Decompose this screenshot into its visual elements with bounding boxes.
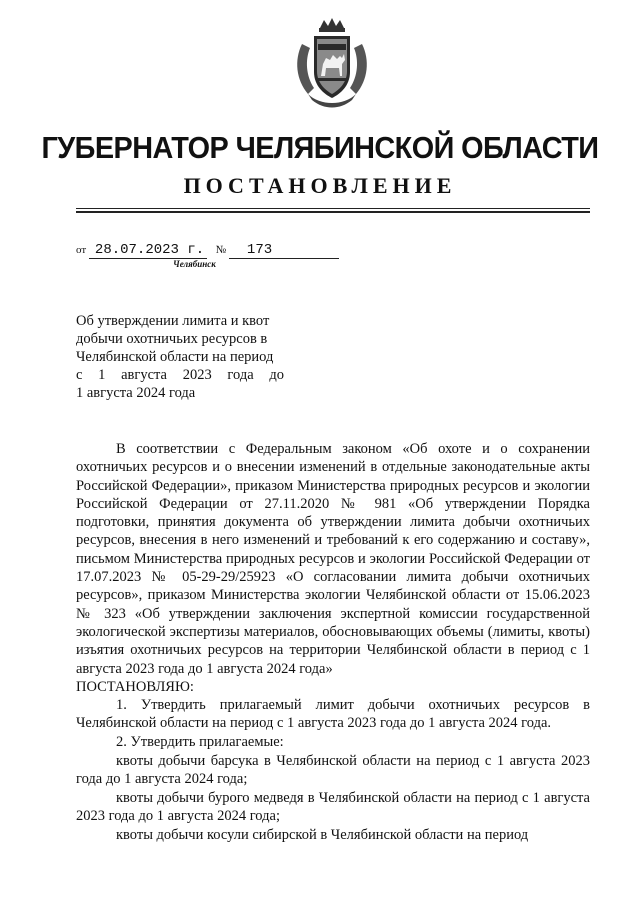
preamble-paragraph: В соответствии с Федеральным законом «Об охоте и о сохранении охотничьих ресурсов и о внесении изменений в отдельные законодательные акты Российской Федерации», приказом Министерства природных ресурсов и экологии Российской Федерации от 27.11.2020 № 981 «Об утверждении Порядка подготовки, принятия документа об утверждении лимита добычи охотничьих ресурсов, внесения в него изменений и требований к его содержанию и составу», письмом Министерства природных ресурсов и экологии Российской Федерации от 17.07.2023 № 05-29-29/25923 «О согласовании лимита добычи охотничьих ресурсов», приказом Министерства экологии Челябинской области от 15.06.2023 № 323 «Об утверждении заключения экспертной комиссии государственной экологической экспертизы материалов, обосновывающих объемы (лимиты, квоты) изъятия охотничьих ресурсов на территории Челябинской области в период с 1 августа 2023 года до 1 августа 2024 года» xyxy=(76,441,590,677)
item-1: 1. Утвердить прилагаемый лимит добычи охотничьих ресурсов в Челябинской области на период с 1 августа 2023 года до 1 августа 2024 года. xyxy=(76,697,590,732)
date-number-line xyxy=(76,242,339,259)
item-2: 2. Утвердить прилагаемые: xyxy=(116,733,284,750)
document-body xyxy=(76,440,590,844)
header-rule-thick xyxy=(76,211,590,213)
heading-line: Об утверждении лимита и квот xyxy=(76,313,270,329)
document-heading xyxy=(76,312,284,402)
header-rule-thin xyxy=(76,208,590,209)
sub-item-roe-deer: квоты добычи косули сибирской в Челябинской области на период xyxy=(116,826,529,843)
city-label: Челябинск xyxy=(173,259,216,269)
document-date: 28.07.2023 г. xyxy=(89,242,207,259)
decree-word: ПОСТАНОВЛЯЮ: xyxy=(76,678,194,695)
heading-line: Челябинской области на период xyxy=(76,349,274,365)
coat-of-arms-icon xyxy=(290,14,374,110)
heading-line: добычи охотничьих ресурсов в xyxy=(76,331,268,347)
number-prefix: № xyxy=(215,244,227,256)
document-title: ГУБЕРНАТОР ЧЕЛЯБИНСКОЙ ОБЛАСТИ xyxy=(41,130,599,165)
document-type: ПОСТАНОВЛЕНИЕ xyxy=(183,173,457,198)
sub-item-badger: квоты добычи барсука в Челябинской области на период с 1 августа 2023 года до 1 августа 2024 года; xyxy=(76,752,590,787)
sub-item-brown-bear: квоты добычи бурого медведя в Челябинской области на период с 1 августа 2023 года до 1 августа 2024 года; xyxy=(76,789,590,824)
document-number: 173 xyxy=(229,242,339,259)
heading-line: с 1 августа 2023 года до xyxy=(76,367,284,383)
heading-line: 1 августа 2024 года xyxy=(76,385,196,401)
date-prefix: от xyxy=(76,244,87,256)
